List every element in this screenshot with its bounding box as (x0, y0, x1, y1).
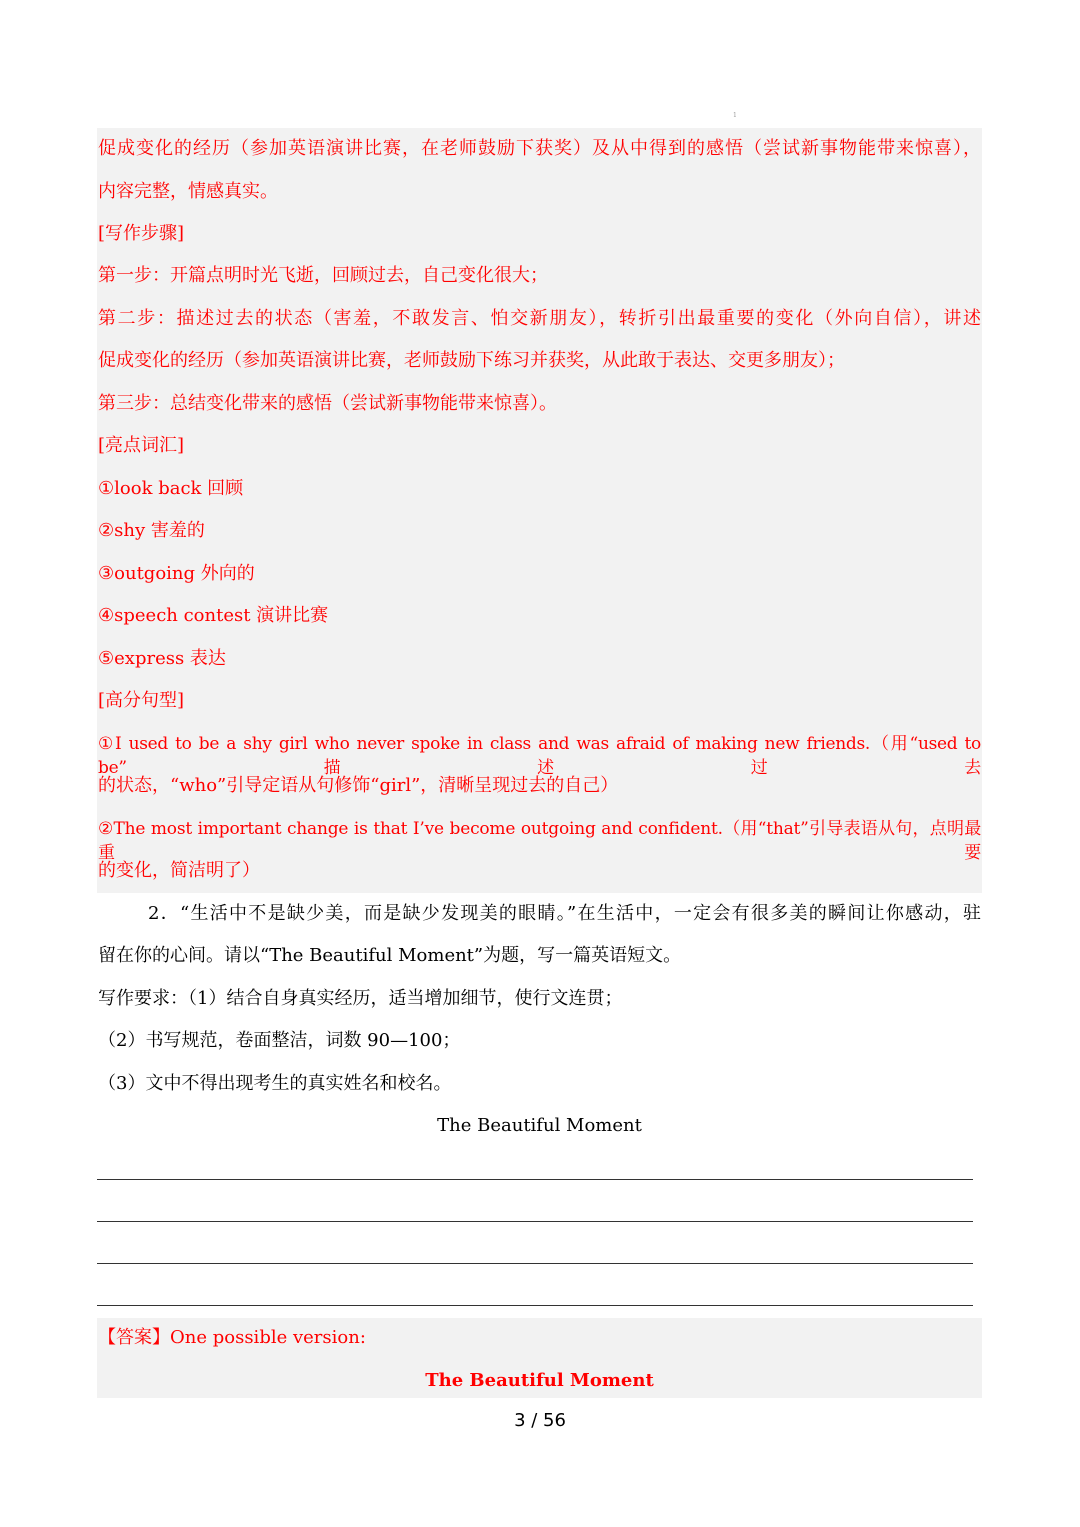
step-one: 第一步：开篇点明时光飞逝，回顾过去，自己变化很大； (98, 265, 548, 286)
section-heading-writing-steps: [写作步骤] (98, 223, 185, 244)
vocab-item: ④speech contest 演讲比赛 (98, 605, 329, 626)
requirement-2: （2）书写规范，卷面整洁，词数 90—100； (98, 1030, 461, 1051)
sentence-item: ①I used to be a shy girl who never spoke in class and was afraid of making new friends.（用“used to be”描述过去 (98, 734, 981, 778)
vocab-item: ①look back 回顾 (98, 478, 244, 499)
answer-bracket-label: 【答案】 (98, 1327, 170, 1348)
writing-line (97, 1263, 973, 1264)
step-three: 第三步：总结变化带来的感悟（尝试新事物能带来惊喜）。 (98, 393, 557, 414)
sentence-item-continued: 的变化，简洁明了） (98, 860, 260, 881)
requirement-1: 写作要求：（1）结合自身真实经历，适当增加细节，使行文连贯； (98, 988, 623, 1009)
requirement-3: （3）文中不得出现考生的真实姓名和校名。 (98, 1073, 452, 1094)
analysis-line: 内容完整，情感真实。 (98, 181, 278, 202)
vocab-item: ②shy 害羞的 (98, 520, 205, 541)
question-prompt-continued: 留在你的心间。请以“The Beautiful Moment”为题，写一篇英语短文。 (98, 945, 682, 966)
analysis-line: 促成变化的经历（参加英语演讲比赛，在老师鼓励下获奖）及从中得到的感悟（尝试新事物能带来惊喜）， (98, 138, 981, 159)
section-heading-sentences: [高分句型] (98, 690, 185, 711)
vocab-item: ⑤express 表达 (98, 648, 226, 669)
page-mark: 1 (733, 112, 737, 119)
writing-line (97, 1221, 973, 1222)
sentence-item-continued: 的状态，“who”引导定语从句修饰“girl”，清晰呈现过去的自己） (98, 775, 619, 796)
answer-version-label: One possible version: (170, 1327, 366, 1348)
writing-line (97, 1179, 973, 1180)
answer-title: The Beautiful Moment (425, 1370, 654, 1391)
writing-line (97, 1305, 973, 1306)
page-number: 3 / 56 (514, 1410, 566, 1431)
sentence-item: ②The most important change is that I’ve become outgoing and confident.（用“that”引导表语从句，点明最重要 (98, 819, 981, 863)
question-prompt: 2．“生活中不是缺少美，而是缺少发现美的眼睛。”在生活中，一定会有很多美的瞬间让你感动，驻 (148, 903, 981, 924)
vocab-item: ③outgoing 外向的 (98, 563, 255, 584)
step-two: 第二步：描述过去的状态（害羞，不敢发言、怕交新朋友），转折引出最重要的变化（外向自信），讲述 (98, 308, 981, 329)
section-heading-vocabulary: [亮点词汇] (98, 435, 185, 456)
answer-label (98, 1326, 366, 1350)
step-two-continued: 促成变化的经历（参加英语演讲比赛，老师鼓励下练习并获奖，从此敢于表达、交更多朋友）； (98, 350, 845, 371)
essay-title: The Beautiful Moment (437, 1115, 642, 1136)
